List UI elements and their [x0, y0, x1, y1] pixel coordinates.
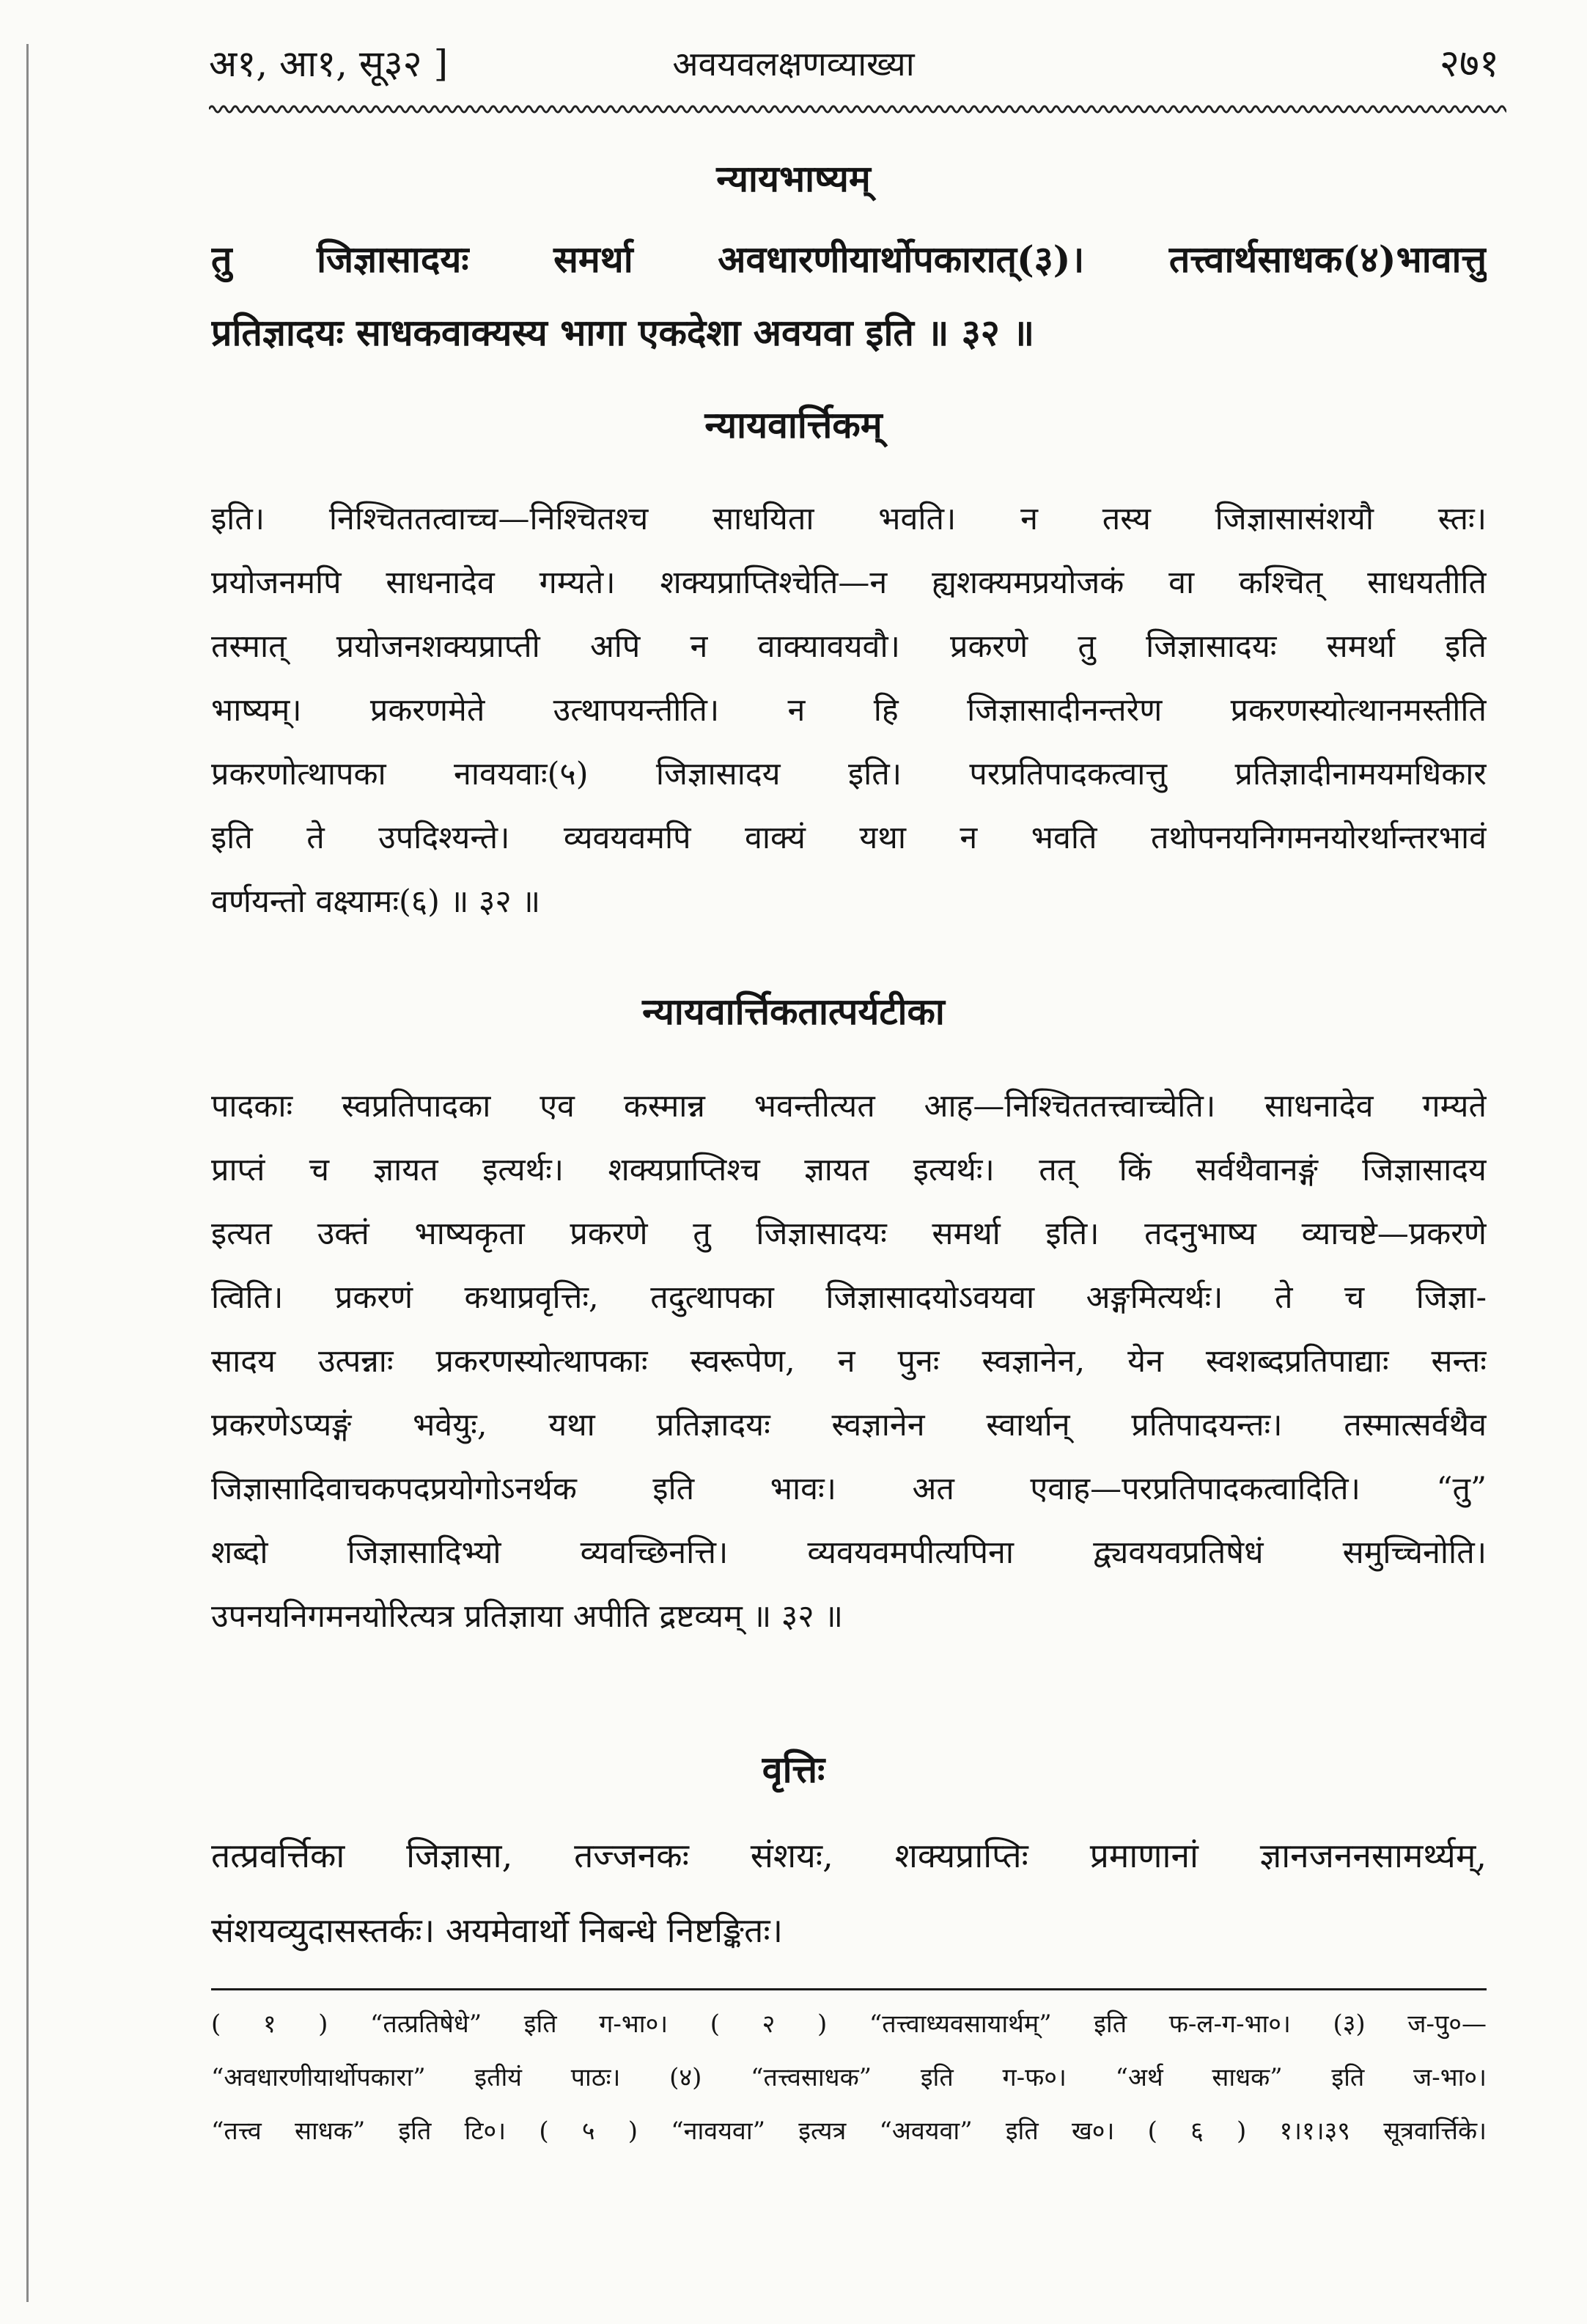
text-line: उपनयनिगमनयोरित्यत्र प्रतिज्ञाया अपीति द्रष्टव्यम् ॥ ३२ ॥ — [211, 1598, 844, 1635]
section-text-nyayavarttikam — [211, 488, 1487, 934]
text-line: जिज्ञासादिवाचकपदप्रयोगोऽनर्थक इति भावः। अत एवाह—परप्रतिपादकत्वादिति। “तु” — [211, 1471, 1487, 1507]
page-number: २७१ — [1439, 42, 1499, 86]
text-line: प्रतिज्ञादयः साधकवाक्यस्य भागा एकदेशा अवयवा इति ॥ ३२ ॥ — [211, 311, 1035, 354]
left-margin-rule — [26, 44, 29, 2302]
text-line: इति ते उपदिश्यन्ते। व्यवयवमपि वाक्यं यथा न भवति तथोपनयनिगमनयोरर्थान्तरभावं — [211, 820, 1487, 856]
text-line: तत्प्रवर्त्तिका जिज्ञासा, तज्जनकः संशयः, शक्यप्राप्तिः प्रमाणानां ज्ञानजननसामर्थ्यम्, — [211, 1836, 1487, 1875]
running-header-reference: अ१, आ१, सू३२ ] — [209, 43, 449, 85]
text-line: भाष्यम्। प्रकरणमेते उत्थापयन्तीति। न हि जिज्ञासादीनन्तरेण प्रकरणस्योत्थानमस्तीति — [211, 692, 1487, 729]
text-line: प्रकरणोत्थापका नावयवाः(५) जिज्ञासादय इति। परप्रतिपादकत्वात्तु प्रतिज्ञादीनामयमधिकार — [211, 756, 1487, 793]
footnotes — [211, 1998, 1487, 2158]
text-line: इति। निश्चिततत्वाच्च—निश्चितश्च साधयिता भवति। न तस्य जिज्ञासासंशयौ स्तः। — [211, 501, 1487, 537]
text-line: प्रकरणेऽप्यङ्गं भवेयुः, यथा प्रतिज्ञादयः स्वज्ञानेन स्वार्थान् प्रतिपादयन्तः। तस्मात्सर्वथैव — [211, 1407, 1487, 1444]
section-text-tatparyatika — [211, 1075, 1487, 1649]
footnote-line: “तत्त्व साधक” इति टि०। ( ५ ) “नावयवा” इत्यत्र “अवयवा” इति ख०। ( ६ ) १।१।३९ सूत्रवार्त्तिके। — [211, 2117, 1487, 2146]
section-heading-tatparyatika: न्यायवार्त्तिकतात्पर्यटीका — [642, 990, 945, 1033]
text-line: संशयव्युदासस्तर्कः। अयमेवार्थो निबन्धे निष्टङ्कितः। — [211, 1911, 784, 1950]
text-line: प्रयोजनमपि साधनादेव गम्यते। शक्यप्राप्तिश्चेति—न ह्यशक्यमप्रयोजकं वा कश्चित् साधयतीति — [211, 565, 1487, 601]
text-line: प्राप्तं च ज्ञायत इत्यर्थः। शक्यप्राप्तिश्च ज्ञायत इत्यर्थः। तत् किं सर्वथैवानङ्गं जिज्ञासादय — [211, 1152, 1487, 1188]
section-text-vrittih — [211, 1818, 1487, 1968]
footnote-line: ( १ ) “तत्प्रतिषेधे” इति ग-भा०। ( २ ) “तत्त्वाध्यवसायार्थम्” इति फ-ल-ग-भा०। (३) ज-पु०— — [211, 2009, 1487, 2039]
footnote-line: “अवधारणीयार्थोपकारा” इतीयं पाठः। (४) “तत्त्वसाधक” इति ग-फ०। “अर्थ साधक” इति ज-भा०। — [211, 2063, 1487, 2092]
section-heading-nyayabhashyam: न्यायभाष्यम् — [716, 157, 871, 200]
running-header-title: अवयवलक्षणव्याख्या — [672, 44, 915, 84]
section-heading-vrittih: वृत्तिः — [762, 1748, 825, 1791]
header-wavy-rule — [209, 101, 1506, 117]
text-line: तस्मात् प्रयोजनशक्यप्राप्ती अपि न वाक्यावयवौ। प्रकरणे तु जिज्ञासादयः समर्था इति — [211, 628, 1487, 665]
section-heading-nyayavarttikam: न्यायवार्त्तिकम् — [704, 403, 883, 446]
text-line: पादकाः स्वप्रतिपादका एव कस्मान्न भवन्तीत्यत आह—निश्चिततत्त्वाच्चेति। साधनादेव गम्यते — [211, 1088, 1487, 1125]
text-line: वर्णयन्तो वक्ष्यामः(६) ॥ ३२ ॥ — [211, 883, 541, 920]
text-line: इत्यत उक्तं भाष्यकृता प्रकरणे तु जिज्ञासादयः समर्था इति। तदनुभाष्य व्याचष्टे—प्रकरणे — [211, 1216, 1487, 1252]
text-line: शब्दो जिज्ञासादिभ्यो व्यवच्छिनत्ति। व्यवयवमपीत्यपिना द्व्यवयवप्रतिषेधं समुच्चिनोति। — [211, 1534, 1487, 1571]
section-text-nyayabhashyam — [211, 223, 1487, 369]
text-line: सादय उत्पन्नाः प्रकरणस्योत्थापकाः स्वरूपेण, न पुनः स्वज्ञानेन, येन स्वशब्दप्रतिपाद्याः सन्तः — [211, 1343, 1487, 1380]
text-line: त्विति। प्रकरणं कथाप्रवृत्तिः, तदुत्थापका जिज्ञासादयोऽवयवा अङ्गमित्यर्थः। ते च जिज्ञा- — [211, 1279, 1487, 1316]
text-line: तु जिज्ञासादयः समर्था अवधारणीयार्थोपकारात्(३)। तत्त्वार्थसाधक(४)भावात्तु — [211, 238, 1487, 281]
footnote-rule — [211, 1988, 1487, 1990]
